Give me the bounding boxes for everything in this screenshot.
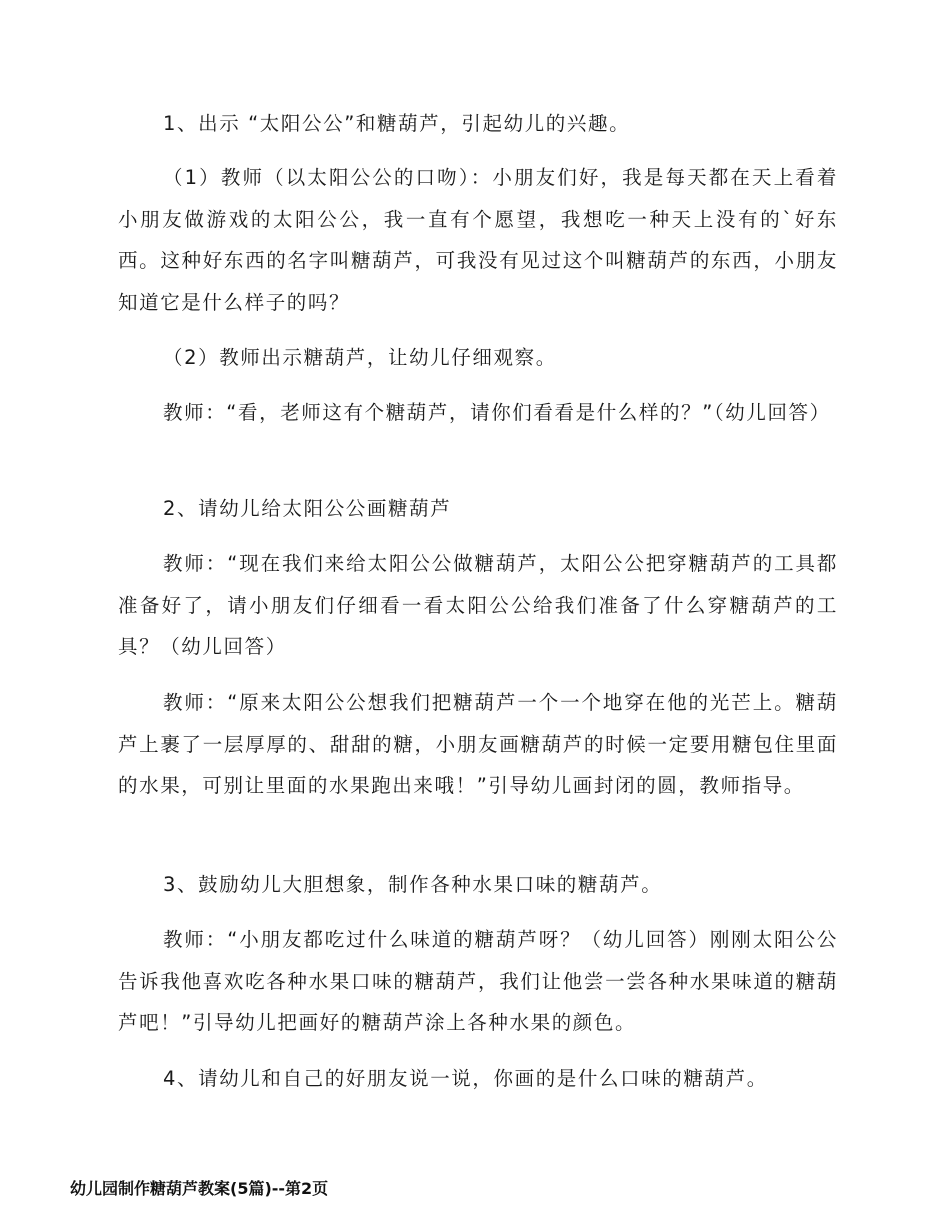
paragraph-step-1: 1、出示 “太阳公公”和糖葫芦，引起幼儿的兴趣。 [163, 112, 631, 135]
paragraph-teacher-tools: 教师：“现在我们来给太阳公公做糖葫芦，太阳公公把穿糖葫芦的工具都准备好了，请小朋友们仔细看一看太阳公公给我们准备了什么穿糖葫芦的工具？（幼儿回答） [118, 552, 838, 658]
paragraph-step-2: 2、请幼儿给太阳公公画糖葫芦 [163, 497, 452, 520]
paragraph-teacher-flavors: 教师：“小朋友都吃过什么味道的糖葫芦呀？（幼儿回答）刚刚太阳公公告诉我他喜欢吃各种水果口味的糖葫芦，我们让他尝一尝各种水果味道的糖葫芦吧！”引导幼儿把画好的糖葫芦涂上各种水果的颜色。 [118, 928, 838, 1034]
paragraph-teacher-intro: （1）教师（以太阳公公的口吻）：小朋友们好，我是每天都在天上看着小朋友做游戏的太阳公公，我一直有个愿望，我想吃一种天上没有的`好东西。这种好东西的名字叫糖葫芦，可我没有见过这个叫糖葫芦的东西，小朋友知道它是什么样子的吗？ [118, 166, 838, 314]
paragraph-teacher-guide: 教师：“原来太阳公公想我们把糖葫芦一个一个地穿在他的光芒上。糖葫芦上裹了一层厚厚的、甜甜的糖，小朋友画糖葫芦的时候一定要用糖包住里面的水果，可别让里面的水果跑出来哦！”引导幼儿画封闭的圆，教师指导。 [118, 691, 838, 797]
page-footer: 幼儿园制作糖葫芦教案(5篇)--第2页 [70, 1179, 329, 1198]
paragraph-show-tanghulu: （2）教师出示糖葫芦，让幼儿仔细观察。 [163, 346, 557, 369]
paragraph-teacher-look: 教师：“看，老师这有个糖葫芦，请你们看看是什么样的？”（幼儿回答） [163, 401, 831, 424]
paragraph-step-3: 3、鼓励幼儿大胆想象，制作各种水果口味的糖葫芦。 [163, 873, 663, 896]
paragraph-step-4: 4、请幼儿和自己的好朋友说一说，你画的是什么口味的糖葫芦。 [163, 1067, 768, 1090]
